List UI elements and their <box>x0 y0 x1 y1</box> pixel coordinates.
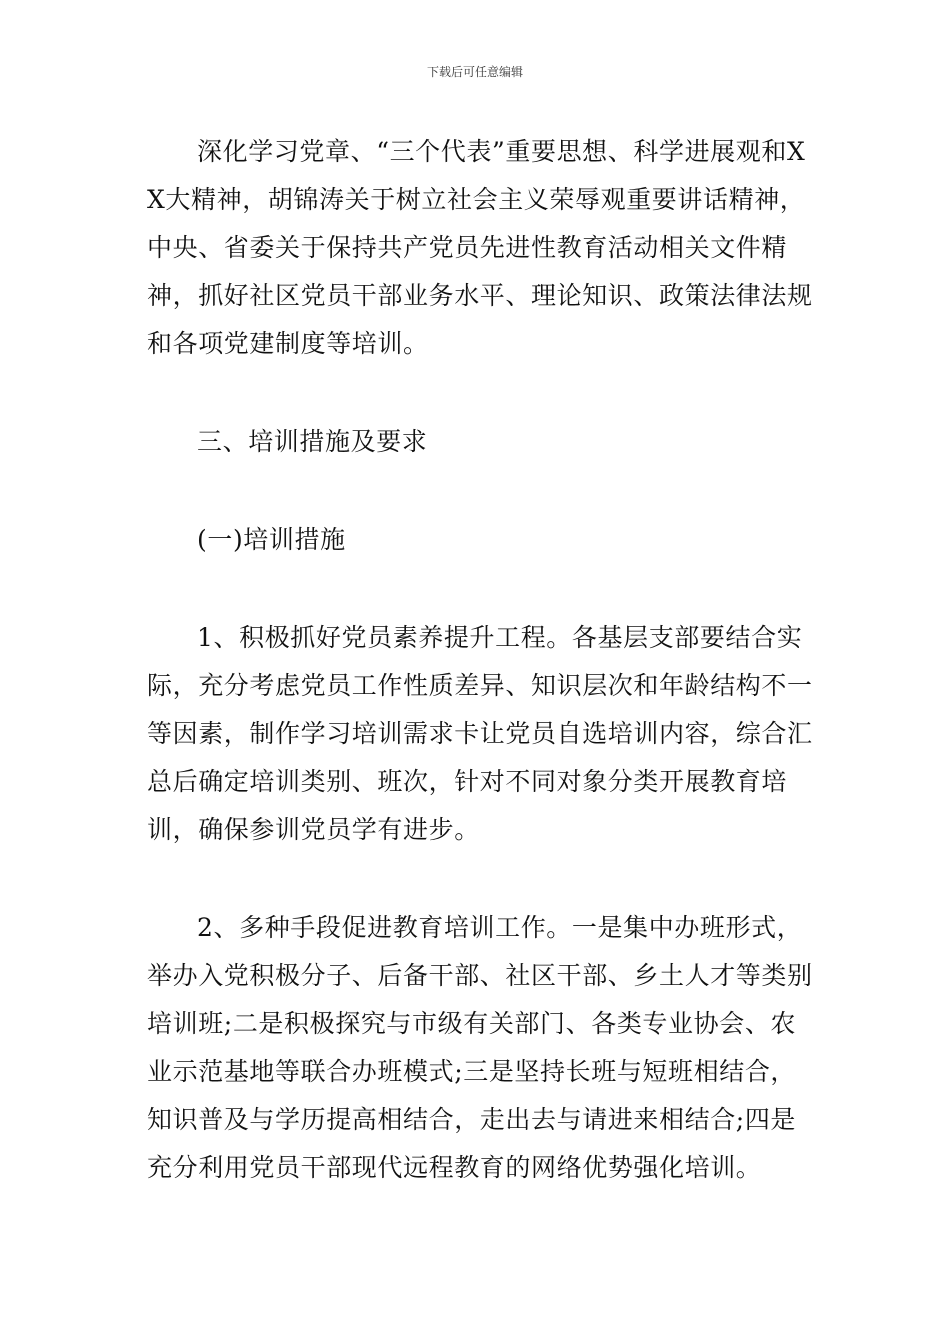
spacer <box>147 564 813 614</box>
paragraph-measure-2: 2、多种手段促进教育培训工作。一是集中办班形式，举办入党积极分子、后备干部、社区干部、乡土人才等类别培训班;二是积极探究与市级有关部门、各类专业协会、农业示范基地等联合办班模式;三是坚持长班与短班相结合，知识普及与学历提高相结合，走出去与请进来相结合;四是充分利用党员干部现代远程教育的网络优势强化培训。 <box>147 913 813 1182</box>
paragraph-measure-1: 1、积极抓好党员素养提升工程。各基层支部要结合实际，充分考虑党员工作性质差异、知识层次和年龄结构不一等因素，制作学习培训需求卡让党员自选培训内容，综合汇总后确定培训类别、班次，针对不同对象分类开展教育培训，确保参训党员学有进步。 <box>147 623 813 844</box>
spacer <box>147 854 813 904</box>
document-body <box>147 128 813 1192</box>
subsection-heading-training-measures: (一)培训措施 <box>197 525 346 554</box>
page-header-note: 下载后可任意编辑 <box>426 65 523 79</box>
section-heading-measures: 三、培训措施及要求 <box>197 427 428 456</box>
spacer <box>147 368 813 418</box>
paragraph-study-content: 深化学习党章、“三个代表”重要思想、科学进展观和XX大精神，胡锦涛关于树立社会主义荣辱观重要讲话精神，中央、省委关于保持共产党员先进性教育活动相关文件精神，抓好社区党员干部业务水平、理论知识、政策法律法规和各项党建制度等培训。 <box>147 137 813 358</box>
spacer <box>147 466 813 516</box>
